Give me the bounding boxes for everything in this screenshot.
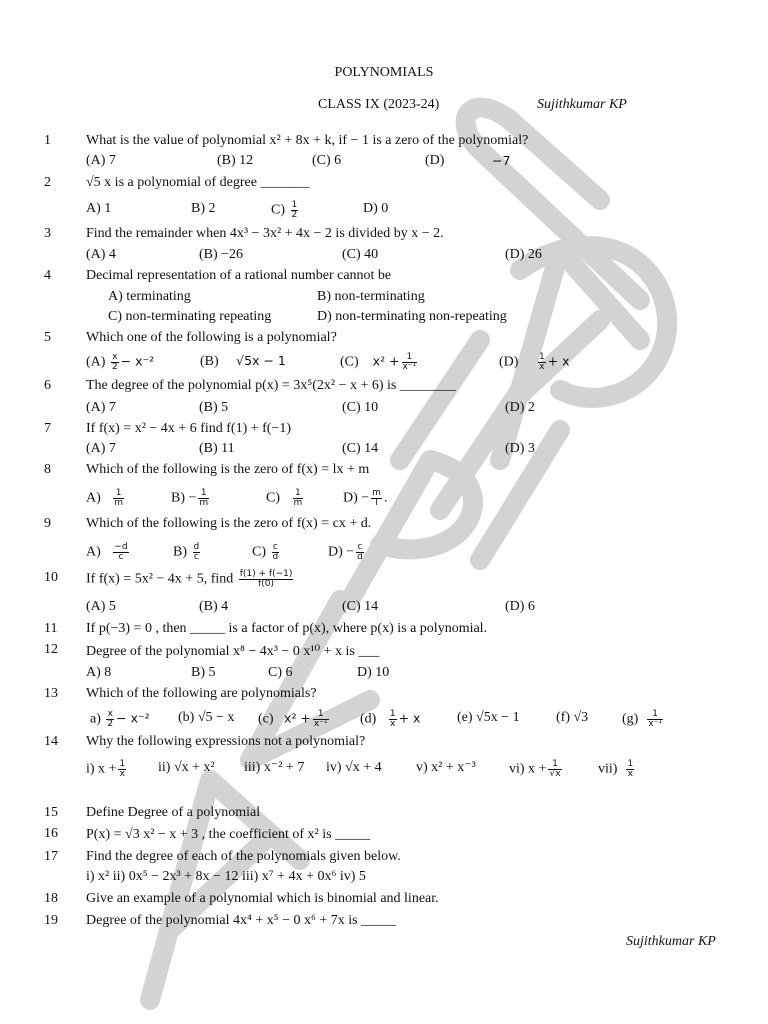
option-b: (B) 12 — [217, 153, 254, 168]
question-number: 1 — [44, 133, 51, 148]
fraction: $\frac{1}{m}$ — [293, 488, 303, 508]
option-c: C) $\frac{1}{2}$ — [271, 200, 298, 220]
question-number: 10 — [44, 570, 58, 585]
option-d: (D) 2 — [505, 400, 535, 415]
question-number: 17 — [44, 849, 58, 864]
option-b: (B) −26 — [199, 247, 244, 262]
question-number: 5 — [44, 330, 51, 345]
option-c: C) 6 — [268, 665, 293, 680]
expression-vi: vi) x + $\frac{1}{√x}$ — [509, 759, 561, 779]
fraction: $\frac{1}{\text{x⁻¹}}$ — [313, 709, 328, 729]
author-name-top: Sujithkumar KP — [537, 97, 627, 112]
fraction: $\frac{1}{2}$ — [291, 200, 298, 220]
question-text: The degree of the polynomial p(x) = 3x⁵(2x² − x + 6) is ________ — [86, 378, 456, 393]
question-text: Decimal representation of a rational number cannot be — [86, 268, 392, 283]
question-text: Which of the following is the zero of f(x) = lx + m — [86, 462, 370, 477]
expression-i: i) x + $\frac{1}{x}$ — [86, 759, 126, 779]
option-c: C) $\frac{c}{d}$ — [252, 542, 279, 562]
option-c: (C) 10 — [342, 400, 379, 415]
option-a: (A) $\frac{x}{2}$ − x⁻² — [86, 352, 155, 372]
polynomial-option-c: (c) x² + $\frac{1}{\text{x⁻¹}}$ — [258, 709, 328, 729]
polynomial-option-e: (e) √5x − 1 — [457, 710, 520, 725]
polynomial-option-b: (b) √5 − x — [178, 710, 235, 725]
question-number: 3 — [44, 226, 51, 241]
question-number: 19 — [44, 913, 58, 928]
question-number: 2 — [44, 175, 51, 190]
polynomial-option-g: (g) $\frac{1}{\text{x⁻¹}}$ — [622, 709, 663, 729]
option-d: (D) 6 — [505, 599, 535, 614]
question-text: Why the following expressions not a polynomial? — [86, 734, 366, 749]
option-d: D) − $\frac{c}{d}$ — [328, 542, 363, 562]
expression-iv: iv) √x + 4 — [326, 760, 382, 775]
option-b: (B) 5 — [199, 400, 229, 415]
option-b: (B) √5x − 1 — [200, 353, 286, 369]
option-c: (C) 6 — [312, 153, 342, 168]
question-text: Give an example of a polynomial which is binomial and linear. — [86, 891, 439, 906]
option-b: B) $\frac{d}{c}$ — [173, 542, 200, 562]
question-text: Degree of the polynomial x⁸ − 4x³ − 0 x¹⁰ + x is ___ — [86, 644, 380, 659]
question-number: 15 — [44, 805, 58, 820]
question-number: 9 — [44, 516, 51, 531]
option-c: (C) 40 — [342, 247, 379, 262]
expression-v: v) x² + x⁻³ — [416, 760, 476, 775]
option-a: (A) 7 — [86, 441, 116, 456]
question-text: √5 x is a polynomial of degree _______ — [86, 175, 310, 190]
option-c: (C) x² + $\frac{1}{\text{x⁻¹}}$ — [340, 352, 417, 372]
option-d: D) non-terminating non-repeating — [317, 309, 507, 324]
fraction: $\frac{1}{\text{x⁻¹}}$ — [648, 709, 663, 729]
expression-vii: vii) $\frac{1}{x}$ — [598, 759, 634, 779]
question-text: Which of the following are polynomials? — [86, 686, 317, 701]
question-number: 6 — [44, 378, 51, 393]
option-b: (B) 11 — [199, 441, 235, 456]
fraction: $\frac{1}{x}$ — [119, 759, 126, 779]
question-text: Which of the following is the zero of f(x) = cx + d. — [86, 516, 372, 531]
option-d: D) 0 — [363, 201, 389, 216]
option-d: D) 10 — [357, 665, 390, 680]
fraction: $\frac{c}{d}$ — [272, 542, 279, 562]
class-line: CLASS IX (2023-24) — [318, 97, 440, 112]
option-a: (A) 5 — [86, 599, 116, 614]
question-text: Find the remainder when 4x³ − 3x² + 4x − 2 is divided by x − 2. — [86, 226, 444, 241]
question-text: P(x) = √3 x² − x + 3 , the coefficient of x² is _____ — [86, 827, 371, 842]
option-c: (C) 14 — [342, 599, 379, 614]
expression-ii: ii) √x + x² — [158, 760, 215, 775]
option-b: B) − $\frac{1}{m}$ — [171, 488, 209, 508]
option-d: (D) 26 — [505, 247, 542, 262]
option-c: C) $\frac{1}{m}$ — [266, 488, 303, 508]
fraction: $\frac{-d}{c}$ — [114, 542, 128, 562]
fraction: $\frac{d}{c}$ — [193, 542, 200, 562]
option-d: (D) $\frac{1}{x}$ + x — [499, 352, 570, 372]
option-a: A) 8 — [86, 665, 112, 680]
option-d: (D) 3 — [505, 441, 535, 456]
fraction: $\frac{x}{2}$ — [107, 709, 114, 729]
option-a: (A) 7 — [86, 153, 116, 168]
option-c: C) non-terminating repeating — [108, 309, 272, 324]
fraction: $\frac{1}{m}$ — [199, 488, 209, 508]
fraction: $\frac{1}{m}$ — [114, 488, 124, 508]
question-number: 7 — [44, 421, 51, 436]
question-number: 11 — [44, 621, 58, 636]
expression-iii: iii) x⁻² + 7 — [244, 760, 305, 775]
option-d: (D) — [425, 153, 445, 168]
page-title: POLYNOMIALS — [334, 65, 434, 80]
fraction: $\frac{1}{x}$ — [389, 709, 396, 729]
option-a: A) 1 — [86, 201, 112, 216]
option-d-value: −7 — [492, 153, 511, 168]
option-a: (A) 7 — [86, 400, 116, 415]
question-text: Find the degree of each of the polynomials given below. — [86, 849, 401, 864]
question-number: 13 — [44, 686, 58, 701]
option-b: B) 5 — [191, 665, 216, 680]
question-number: 18 — [44, 891, 58, 906]
question-number: 8 — [44, 462, 51, 477]
question-number: 4 — [44, 268, 51, 283]
question-text: What is the value of polynomial x² + 8x + k, if − 1 is a zero of the polynomial? — [86, 133, 529, 148]
fraction: $\frac{c}{d}$ — [357, 542, 363, 562]
question-number: 12 — [44, 642, 58, 657]
question-text: Which one of the following is a polynomial? — [86, 330, 337, 345]
sub-parts: i) x² ii) 0x⁵ − 2x³ + 8x − 12 iii) x⁷ + 4x + 0x⁶ iv) 5 — [86, 869, 366, 884]
polynomial-option-f: (f) √3 — [556, 710, 589, 725]
option-b: (B) 4 — [199, 599, 229, 614]
question-text: If f(x) = x² − 4x + 6 find f(1) + f(−1) — [86, 421, 292, 436]
option-a: A) terminating — [108, 289, 191, 304]
fraction: $\frac{m}{l}$ — [372, 488, 381, 508]
question-number: 16 — [44, 826, 58, 841]
polynomial-option-a: a) $\frac{x}{2}$ − x⁻² — [90, 709, 150, 729]
option-a: A) $\frac{-d}{c}$ — [86, 542, 128, 562]
fraction: $\frac{f(1) + f(-1)}{f(0)}$ — [239, 569, 293, 589]
option-a: (A) 4 — [86, 247, 116, 262]
fraction: $\frac{x}{2}$ — [111, 352, 118, 372]
polynomial-option-d: (d) $\frac{1}{x}$ + x — [360, 709, 421, 729]
author-name-bottom: Sujithkumar KP — [626, 934, 716, 949]
question-text: If p(−3) = 0 , then _____ is a factor of p(x), where p(x) is a polynomial. — [86, 621, 488, 636]
option-b: B) 2 — [191, 201, 216, 216]
fraction: $\frac{1}{x}$ — [627, 759, 634, 779]
fraction: $\frac{1}{√x}$ — [549, 759, 561, 779]
option-c: (C) 14 — [342, 441, 379, 456]
option-d: D) − $\frac{m}{l}$ . — [343, 488, 388, 508]
question-text: Degree of the polynomial 4x⁴ + x⁵ − 0 x⁶ + 7x is _____ — [86, 913, 397, 928]
question-text: Define Degree of a polynomial — [86, 805, 261, 820]
question-text: If f(x) = 5x² − 4x + 5, find $\frac{f(1) + f(-1)}{f(0)}$ — [86, 569, 293, 589]
fraction: $\frac{1}{x}$ — [538, 352, 545, 372]
question-number: 14 — [44, 734, 58, 749]
option-b: B) non-terminating — [317, 289, 425, 304]
option-a: A) $\frac{1}{m}$ — [86, 488, 124, 508]
fraction: $\frac{1}{\text{x⁻¹}}$ — [402, 352, 417, 372]
